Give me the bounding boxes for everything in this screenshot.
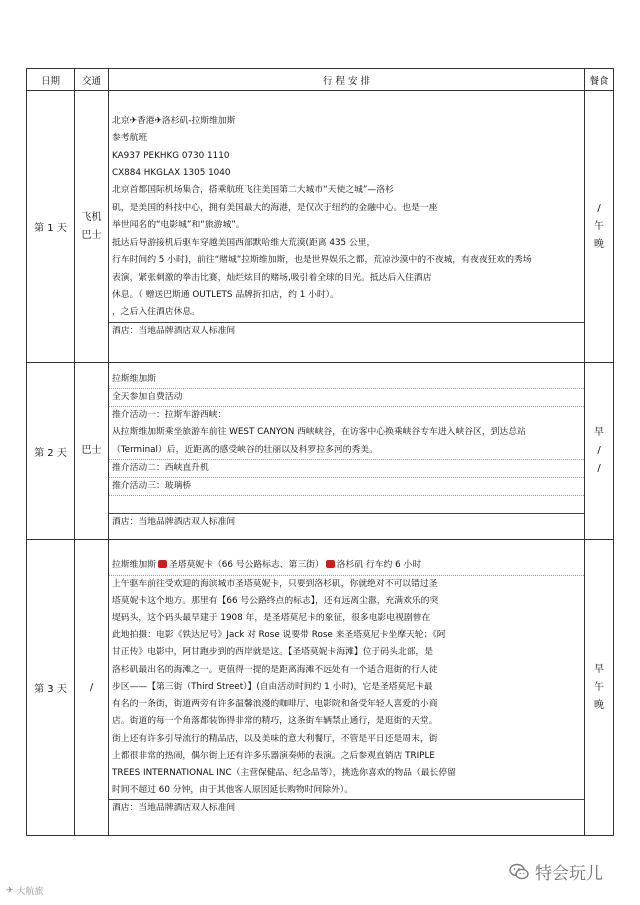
itinerary-line: 拉斯维加斯 [112, 373, 156, 384]
watermark-logo-icon: ✈ [6, 885, 14, 896]
day-3-date: 第 3 天 [27, 540, 75, 836]
watermark-text: 大航旅 [16, 887, 44, 897]
bus-icon [326, 560, 335, 568]
day-3-hotel: 酒店：当地品牌酒店双人标准间 [109, 799, 584, 817]
itinerary-table [26, 68, 614, 836]
itinerary-line: 时间不超过 60 分钟，由于其他客人原因延长购物时间除外）。 [112, 785, 354, 796]
itinerary-line: 洛杉矶最出名的海滩之一。更值得一提的是距离海滩不远处有一个适合逛街的行人徒 [112, 664, 438, 675]
itinerary-line: KA937 PEKHKG 0730 1110 [112, 150, 230, 161]
meal-mark: 早 [594, 427, 604, 438]
itinerary-line: 表演，紧张刺激的拳击比赛，灿烂炫目的赌场,吸引着全球的目光。抵达后入住酒店 [112, 272, 432, 283]
itinerary-line: 步区——【第三街（Third Street）】(自由活动时间约 1 小时)，它是圣塔莫尼卡最 [112, 681, 433, 692]
day-1-traffic [75, 91, 109, 363]
itinerary-line: 堤码头，这个码头最早建于 1908 年，是圣塔莫尼卡的象征，很多电影电视剧曾在 [112, 613, 431, 624]
day-3-traffic-line: / [89, 681, 94, 693]
itinerary-line: ，之后入住酒店休息。 [112, 307, 200, 318]
itinerary-line: 北京首都国际机场集合，搭乘航班飞往美国第二大城市“天使之城”—洛杉 [112, 185, 394, 196]
meal-mark: / [597, 463, 601, 474]
itinerary-line: 上午驱车前往受欢迎的海滨城市圣塔莫妮卡，只要到洛杉矶，你就绝对不可以错过圣 [109, 575, 584, 593]
itinerary-line: 矶，是美国的科技中心，拥有美国最大的海港，是仅次于纽约的金融中心。也是一座 [112, 202, 438, 213]
route-part: 拉斯维加斯 [112, 560, 156, 571]
itinerary-line [109, 495, 584, 513]
itinerary-line: 上都很非常的热闹，偶尔街上还有许多乐器演奏师的表演。之后参观直销店 TRIPLE [112, 750, 435, 761]
day-1-meal [585, 91, 614, 363]
day-2-date: 第 2 天 [27, 363, 75, 540]
itinerary-line: 塔莫妮卡这个地方。那里有【66 号公路终点的标志】，还有远离尘嚣，充满欢乐的突 [112, 595, 439, 606]
day-3-route [109, 557, 584, 574]
day-2-hotel: 酒店：当地品牌酒店双人标准间 [109, 513, 584, 531]
itinerary-line: 店。街道的每一个角落都装饰得非常的精巧，这条街车辆禁止通行，是逛街的天堂。 [112, 716, 438, 727]
itinerary-line: CX884 HKGLAX 1305 1040 [112, 168, 231, 179]
meal-mark: / [597, 202, 601, 214]
day-1-hotel: 酒店：当地品牌酒店双人标准间 [109, 322, 584, 340]
itinerary-line: 甘正传》电影中，阿甘跑步到的西岸就是这。【圣塔莫妮卡海滩】位于码头北部，是 [112, 647, 434, 658]
itinerary-line: 推介活动一：拉斯车游西峡： [109, 406, 584, 424]
itinerary-line: 参考航班 [112, 133, 148, 144]
itinerary-line: TREES INTERNATIONAL INC（主营保健品、纪念品等），挑选你喜欢的物品（最长停留 [112, 767, 456, 778]
itinerary-line: 全天参加自费活动 [109, 388, 584, 406]
bus-icon [158, 560, 167, 568]
table-row-day-1 [27, 91, 614, 363]
header-itinerary: 行 程 安 排 [109, 69, 585, 91]
day-3-meal [585, 540, 614, 836]
day-2-traffic [75, 363, 109, 540]
itinerary-line: 抵达后导游接机后驱车穿越美国西部默哈维大荒漠(距离 435 公里， [112, 237, 376, 248]
meal-mark: / [597, 445, 601, 456]
brand-name: 特会玩儿 [535, 864, 603, 884]
route-part: 圣塔莫妮卡（66 号公路标志、第三街） [169, 560, 324, 571]
day-1-traffic-line: 飞机 [81, 211, 102, 223]
header-traffic: 交通 [75, 69, 109, 91]
table-header-row [27, 69, 614, 91]
itinerary-line: 行车时间约 5 小时)，前往“赌城”拉斯维加斯，也是世界娱乐之都，荒凉沙漠中的不夜城，有夜夜狂欢的秀场 [112, 255, 532, 266]
meal-mark: 晚 [594, 699, 604, 711]
meal-mark: 早 [594, 663, 604, 675]
day-1-date: 第 1 天 [27, 91, 75, 363]
day-1-traffic-line: 巴士 [81, 229, 102, 241]
route-part: 洛杉矶 行车约 6 小时 [336, 560, 422, 571]
table-row-day-2 [27, 363, 614, 540]
itinerary-line: 举世闻名的“电影城”和“旅游城”。 [112, 220, 245, 231]
watermark-left [6, 884, 44, 897]
itinerary-line: 推介活动三：玻璃桥 [109, 477, 584, 495]
header-date: 日期 [27, 69, 75, 91]
itinerary-line: 北京✈香港✈洛杉矶-拉斯维加斯 [112, 115, 236, 126]
wechat-icon [509, 863, 529, 881]
itinerary-line: 从拉斯维加斯乘坐旅游车前往 WEST CANYON 西峡峡谷，在访客中心换乘峡谷专车进入峡谷区，到达总站 [112, 427, 526, 438]
meal-mark: 晚 [594, 238, 604, 250]
itinerary-line: 此地拍摄：电影《铁达尼号》Jack 对 Rose 说要带 Rose 来圣塔莫尼卡坐摩天轮；《阿 [112, 630, 446, 641]
itinerary-line: 休息。（ 赠送巴斯通 OUTLETS 品牌折扣店，约 1 小时）。 [112, 289, 339, 300]
day-3-itinerary [109, 540, 585, 836]
day-2-itinerary [109, 363, 585, 540]
table-row-day-3 [27, 540, 614, 836]
day-1-itinerary [109, 91, 585, 363]
brand-watermark [509, 859, 603, 884]
meal-mark: 午 [594, 681, 604, 693]
header-meal: 餐食 [585, 69, 614, 91]
itinerary-line: 推介活动二：西峡直升机 [109, 459, 584, 477]
day-2-meal [585, 363, 614, 540]
itinerary-line: 有名的一条街，街道两旁有许多温馨浪漫的咖啡厅、电影院和备受年轻人喜爱的小商 [112, 699, 438, 710]
itinerary-line: 街上还有许多引导流行的精品店，以及美味的意大利餐厅，不管是平日还是周末，街 [112, 733, 438, 744]
itinerary-line: （Terminal）后，近距离的感受峡谷的壮丽以及科罗拉多河的秀美。 [112, 444, 378, 455]
meal-mark: 午 [594, 220, 604, 232]
day-3-traffic [75, 540, 109, 836]
day-2-traffic-line: 巴士 [81, 445, 102, 456]
